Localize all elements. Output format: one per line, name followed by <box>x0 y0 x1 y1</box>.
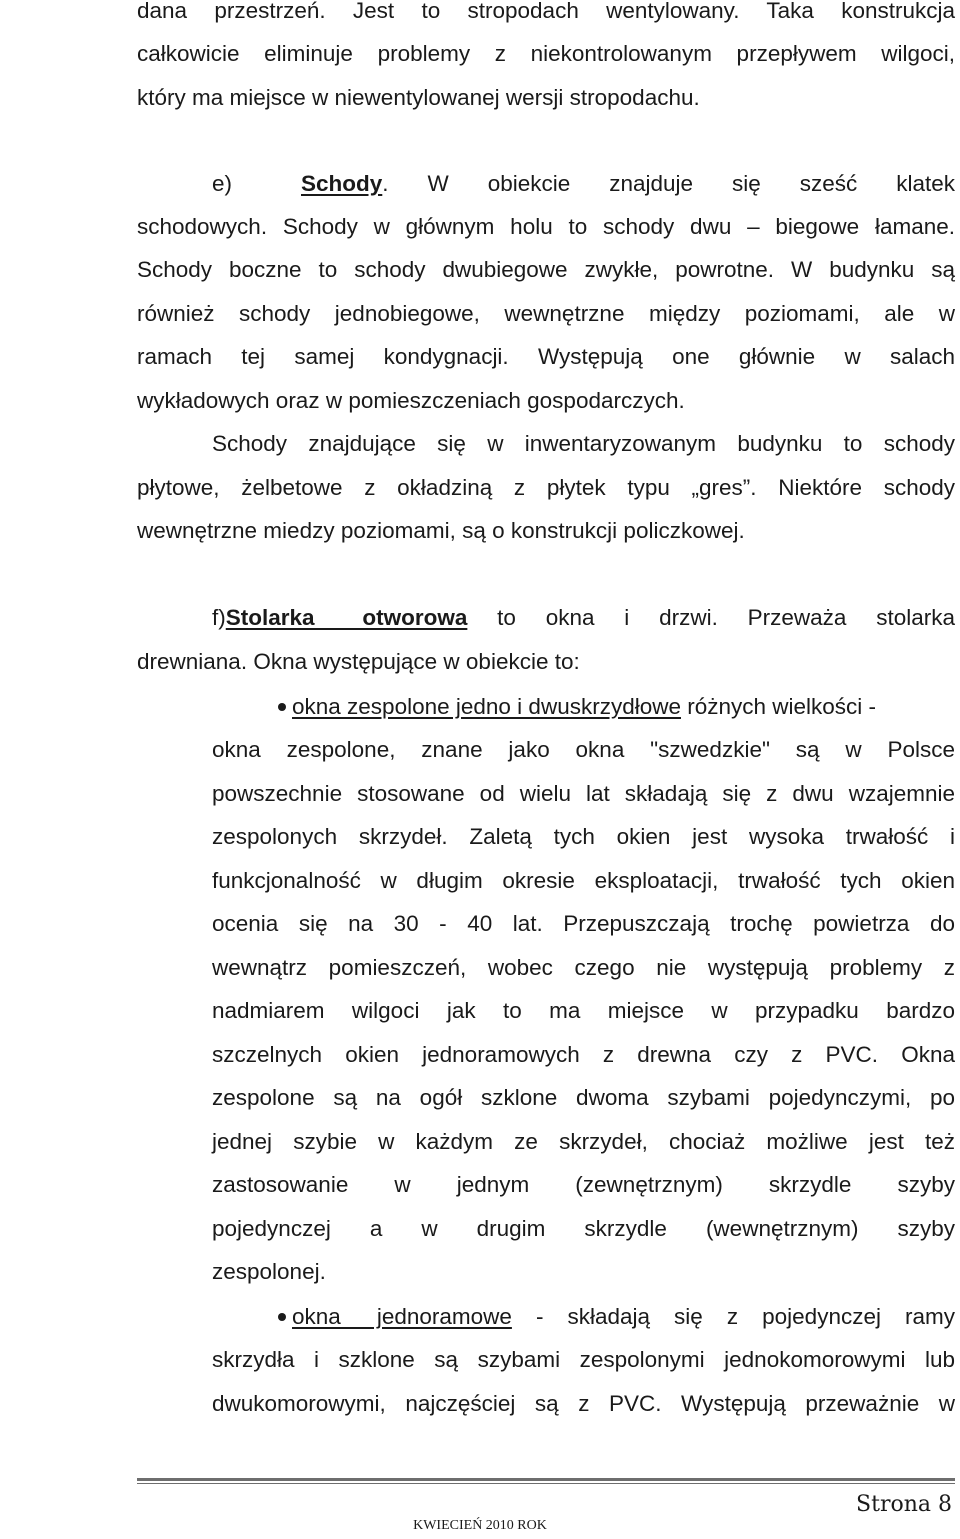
text-line: powszechnie stosowane od wielu lat składają się z dwu wzajemnie <box>212 781 955 806</box>
text-line: wewnątrz pomieszczeń, wobec czego nie występują problemy z <box>212 955 955 980</box>
section-e-first-line <box>137 169 955 199</box>
text-line: zastosowanie w jednym (zewnętrznym) skrzydle szyby <box>212 1172 955 1197</box>
text-line: skrzydła i szklone są szybami zespolonymi jednokomorowymi lub <box>212 1347 955 1372</box>
bullet-text: - składają się z pojedynczej ramy <box>511 1304 955 1329</box>
page-number: Strona 8 <box>856 1492 952 1517</box>
text-line: pojedynczej a w drugim skrzydle (wewnętrznym) szyby <box>212 1216 955 1241</box>
bullet-icon <box>278 703 286 711</box>
text-line: nadmiarem wilgoci jak to ma miejsce w przypadku bardzo <box>212 998 955 1023</box>
section-e-first-line-text: . W obiekcie znajduje się sześć klatek <box>382 171 955 196</box>
bullet-text: różnych wielkości - <box>680 694 877 719</box>
text-line: drewniana. Okna występujące w obiekcie to: <box>137 649 580 674</box>
text-line: który ma miejsce w niewentylowanej wersji stropodachu. <box>137 85 700 110</box>
section-e-marker: e) <box>212 171 233 196</box>
section-f-marker: f) <box>212 605 226 630</box>
text-line: jednej szybie w każdym ze skrzydeł, chociaż możliwe jest też <box>212 1129 955 1154</box>
bullet-item-1 <box>278 692 955 722</box>
bullet-icon <box>278 1313 286 1321</box>
text-line: szczelnych okien jednoramowych z drewna czy z PVC. Okna <box>212 1042 955 1067</box>
text-line: wykładowych oraz w pomieszczeniach gospodarczych. <box>137 388 685 413</box>
text-line: Schody znajdujące się w inwentaryzowanym budynku to schody <box>212 431 955 456</box>
footer-rule-thin <box>137 1483 955 1484</box>
text-line: ocenia się na 30 - 40 lat. Przepuszczają trochę powietrza do <box>212 911 955 936</box>
footer-rule <box>137 1478 955 1481</box>
text-line: zespolonej. <box>212 1259 326 1284</box>
text-line: schodowych. Schody w głównym holu to schody dwu – biegowe łamane. <box>137 214 955 239</box>
section-f-heading: Stolarka otworowa <box>225 605 468 630</box>
section-e-heading: Schody <box>301 171 383 196</box>
footer-date: KWIECIEŃ 2010 ROK <box>413 1518 547 1533</box>
text-line: również schody jednobiegowe, wewnętrzne między poziomami, ale w <box>137 301 955 326</box>
text-line: okna zespolone, znane jako okna "szwedzkie" są w Polsce <box>212 737 955 762</box>
text-line: funkcjonalność w długim okresie eksploatacji, trwałość tych okien <box>212 868 955 893</box>
text-line: całkowicie eliminuje problemy z niekontrolowanym przepływem wilgoci, <box>137 41 955 66</box>
bullet-term: okna zespolone jedno i dwuskrzydłowe <box>292 694 681 719</box>
text-line: dwukomorowymi, najczęściej są z PVC. Występują przeważnie w <box>212 1391 955 1416</box>
text-line: zespolone są na ogół szklone dwoma szybami pojedynczymi, po <box>212 1085 955 1110</box>
text-line: zespolonych skrzydeł. Zaletą tych okien jest wysoka trwałość i <box>212 824 955 849</box>
bullet-term: okna jednoramowe <box>292 1304 512 1329</box>
text-line: dana przestrzeń. Jest to stropodach wentylowany. Taka konstrukcja <box>137 0 955 23</box>
bullet-item-2 <box>278 1302 955 1332</box>
text-line: ramach tej samej kondygnacji. Występują one głównie w salach <box>137 344 955 369</box>
section-f-first-line-text: to okna i drzwi. Przeważa stolarka <box>467 605 955 630</box>
text-line: wewnętrzne miedzy poziomami, są o konstrukcji policzkowej. <box>137 518 745 543</box>
text-line: Schody boczne to schody dwubiegowe zwykłe, powrotne. W budynku są <box>137 257 955 282</box>
text-line: płytowe, żelbetowe z okładziną z płytek typu „gres”. Niektóre schody <box>137 475 955 500</box>
section-f-first-line <box>212 603 955 633</box>
